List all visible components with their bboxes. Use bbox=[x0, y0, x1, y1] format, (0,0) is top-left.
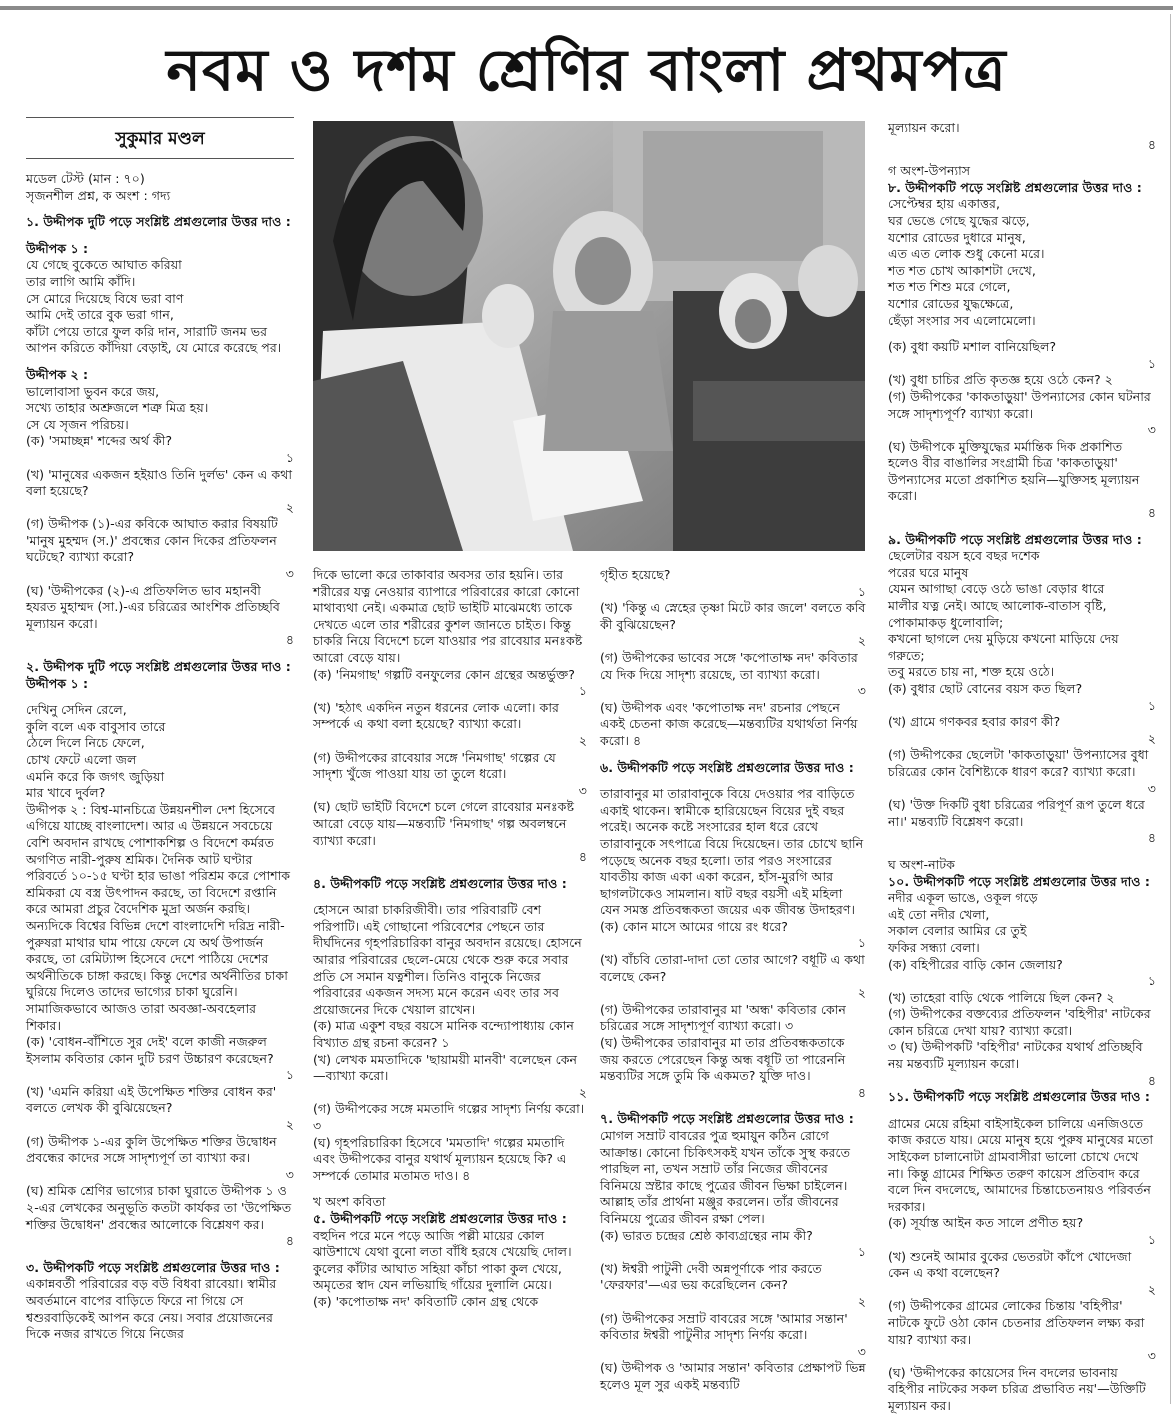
line-text: (খ) 'হঠাৎ একদিন নতুন ধরনের লোক এলো। কার সম্পর্কে এ কথা বলা হয়েছে? ব্যাখ্যা করো। bbox=[313, 699, 559, 732]
classroom-photo bbox=[313, 121, 865, 551]
marks-value: ২ bbox=[1147, 1281, 1156, 1297]
line-text: (খ) বাঁচবি তোরা-দাদা তো তোর আগে? বধূটি এ কথা বলেছে কেন? bbox=[600, 952, 865, 984]
column-4 bbox=[888, 120, 1156, 1413]
text-line bbox=[313, 1101, 587, 1134]
line-text: যেমন আগাছা বেড়ে ওঠে ভাঙা বেড়ার ধারে bbox=[888, 581, 1105, 597]
text-line bbox=[600, 700, 866, 750]
text-line bbox=[26, 1276, 294, 1342]
line-text: (ঘ) 'উদ্দীপকের (২)-এ প্রতিফলিত ভাব মহানবী হযরত মুহাম্মদ (সা.)-এর চরিত্রের আংশিক প্রতিচ্ছবি মূল্যায়ন করো। bbox=[26, 582, 280, 631]
line-text: (ঘ) গৃহপরিচারিকা হিসেবে 'মমতাদি' গল্পের মমতাদি এবং উদ্দীপকের বানুর যথার্থ মূল্যায়ন হয়েছে কি? এ সম্পর্কে তোমার মতামত দাও। ৪ bbox=[313, 1134, 567, 1183]
line-text: (ক) 'বোধন-বাঁশিতে সুর দেই' বলে কাজী নজরুল ইসলাম কবিতার কোন দুটি চরণ উচ্চারণ করেছেন? bbox=[26, 1034, 274, 1066]
marks-value: ৪ bbox=[1147, 830, 1156, 846]
line-text: (ক) 'সমাচ্ছন্ন' শব্দের অর্থ কী? bbox=[26, 433, 173, 449]
line-text: ১. উদ্দীপক দুটি পড়ে সংশ্লিষ্ট প্রশ্নগুলোর উত্তর দাও : bbox=[26, 214, 291, 230]
marks-value: ৪ bbox=[285, 1233, 294, 1249]
text-line bbox=[888, 631, 1156, 664]
marks-value: ১ bbox=[1147, 355, 1156, 371]
text-line bbox=[888, 120, 1156, 153]
text-line bbox=[888, 196, 1156, 213]
line-text: (ঘ) 'উক্ত দিকটি বুধা চরিত্রের পরিপূর্ণ রূপ তুলে ধরে না।' মন্তব্যটি বিশ্লেষণ করো। bbox=[888, 797, 1145, 829]
marks-value: ১ bbox=[857, 1244, 866, 1260]
marks-value: ৩ bbox=[285, 566, 294, 582]
text-line bbox=[26, 702, 294, 719]
marks-value: ৩ bbox=[857, 1343, 866, 1359]
text-line bbox=[26, 735, 294, 752]
line-text: (খ) 'কিন্তু এ স্নেহের তৃষ্ণা মিটে কার জলে' বলতে কবি কী বুঝিয়েছেন? bbox=[600, 600, 866, 632]
text-line bbox=[888, 246, 1156, 263]
line-text: ৪. উদ্দীপকটি পড়ে সংশ্লিষ্ট প্রশ্নগুলোর উত্তর দাও : bbox=[313, 875, 567, 891]
question-heading bbox=[888, 532, 1156, 549]
question-heading bbox=[313, 876, 587, 893]
question-heading bbox=[26, 241, 294, 258]
line-text: (গ) উদ্দীপকের তারাবানুর মা 'অন্ধ' কবিতার কোন চরিত্রের সঙ্গে সাদৃশ্যপূর্ণ ব্যাখ্যা করো। ৩ bbox=[600, 1001, 846, 1034]
line-text: সেপ্টেম্বর হায় একাত্তর, bbox=[888, 196, 1000, 212]
line-text: (ক) 'নিমগাছ' গল্পটি বনফুলের কোন গ্রন্থের অন্তর্ভুক্ত? bbox=[313, 666, 575, 682]
top-rule bbox=[0, 6, 1173, 10]
marks-value: ২ bbox=[578, 732, 587, 748]
line-text: ১১. উদ্দীপকটি পড়ে সংশ্লিষ্ট প্রশ্নগুলোর উত্তর দাও : bbox=[888, 1089, 1150, 1105]
line-text: শত শত শিশু মরে গেলে, bbox=[888, 279, 1011, 295]
text-line bbox=[600, 1128, 866, 1228]
spacer bbox=[26, 692, 294, 702]
line-text: সে যে সৃজন পরিচয়। bbox=[26, 416, 129, 432]
column-1-body bbox=[26, 171, 294, 1343]
line-text: পরের ঘরে মানুষ bbox=[888, 564, 969, 580]
text-line bbox=[600, 919, 866, 952]
column-2 bbox=[313, 567, 587, 1405]
line-text: (ঘ) শ্রমিক শ্রেণির ভাগ্যের চাকা ঘুরাতে উদ্দীপক ১ ও ২-এর লেখকের অনুভূতি কতটা কার্যকর তা 'উপেক্ষিত শক্তির উদ্বোধন' প্রবন্ধের আলোকে বিশ্লেষণ কর। bbox=[26, 1183, 292, 1232]
right-rule bbox=[1170, 14, 1171, 1404]
line-text: কুলি বলে এক বাবুসাব তারে bbox=[26, 718, 166, 734]
text-line bbox=[888, 581, 1156, 598]
line-text: (ঘ) উদ্দীপক ও 'আমার সন্তান' কবিতার প্রেক্ষাপট ভিন্ন হলেও মূল সুর একই মন্তব্যটি bbox=[600, 1360, 866, 1392]
marks-value: ৩ bbox=[578, 782, 587, 798]
line-text: আপন করিতে কাঁদিয়া বেড়াই, যে মোরে করেছে পর। bbox=[26, 340, 282, 356]
spacer bbox=[26, 649, 294, 659]
text-line bbox=[888, 163, 1156, 180]
line-text: এত এত লোক শুধু কেনো মরে। bbox=[888, 246, 1045, 262]
line-text: ঠেলে দিলে নিচে ফেলে, bbox=[26, 735, 145, 751]
line-text: (খ) ঈশ্বরী পাটুনী দেবী অন্নপূর্ণাকে পার করতে 'ফেরফার'—এর ভয় করেছিলেন কেন? bbox=[600, 1260, 822, 1293]
line-text: যে গেছে বুকেতে আঘাত করিয়া bbox=[26, 257, 182, 273]
text-line bbox=[313, 799, 587, 865]
text-line bbox=[26, 1183, 294, 1249]
line-text: তার লাগি আমি কাঁদি। bbox=[26, 273, 136, 289]
line-text: ঝাউশাখে যেথা বুনো লতা বাঁধি হরষে খেয়েছি দোল। bbox=[313, 1244, 572, 1260]
spacer bbox=[600, 1101, 866, 1111]
line-text: দেখিনু সেদিন রেলে, bbox=[26, 702, 127, 718]
text-line bbox=[888, 1006, 1156, 1039]
line-text: ৭. উদ্দীপকটি পড়ে সংশ্লিষ্ট প্রশ্নগুলোর উত্তর দাও : bbox=[600, 1111, 854, 1127]
line-text: (খ) শুনেই আমার বুকের ভেতরটা কাঁপে খোদেজা কেন এ কথা বলেছেন? bbox=[888, 1248, 1132, 1281]
spacer bbox=[313, 866, 587, 876]
text-line bbox=[600, 1360, 866, 1393]
line-text: (ক) বুধা কয়টি মশাল বানিয়েছিল? bbox=[888, 339, 1057, 355]
text-line bbox=[313, 667, 587, 700]
line-text: (গ) উদ্দীপকের রাবেয়ার সঙ্গে 'নিমগাছ' গল্পের যে সাদৃশ্য খুঁজে পাওয়া যায় তা তুলে ধরো। bbox=[313, 749, 556, 782]
line-text: গ অংশ-উপন্যাস bbox=[888, 163, 971, 179]
text-line bbox=[313, 1052, 587, 1102]
line-text: তবু মরতে চায় না, শক্ত হয়ে ওঠে। bbox=[888, 664, 1055, 680]
marks-value: ১ bbox=[1147, 973, 1156, 989]
line-text: কখনো ছাগলে দেয় মুড়িয়ে কখনো মাড়িয়ে দেয় গরুতে; bbox=[888, 631, 1119, 663]
text-line bbox=[313, 1228, 587, 1245]
line-text: মূল্যায়ন করো। bbox=[888, 120, 960, 135]
line-text: সখ্যে তাহার অশ্রুজলে শত্রু মিত্র হয়। bbox=[26, 400, 209, 416]
text-line bbox=[600, 567, 866, 600]
marks-value: ৩ bbox=[1147, 1348, 1156, 1364]
text-line bbox=[888, 313, 1156, 330]
line-text: (ক) ভারত চন্দ্রের শ্রেষ্ঠ কাব্যগ্রন্থের নাম কী? bbox=[600, 1227, 813, 1243]
text-line bbox=[313, 1135, 587, 1185]
text-line bbox=[26, 171, 294, 188]
marks-value: ১ bbox=[285, 1067, 294, 1083]
marks-value: ৩ bbox=[1147, 422, 1156, 438]
text-line bbox=[26, 433, 294, 466]
text-line bbox=[26, 1034, 294, 1084]
line-text: নদীর একূল ভাঙে, ওকূল গড়ে bbox=[888, 890, 1038, 906]
text-line bbox=[888, 664, 1156, 681]
text-line bbox=[888, 681, 1156, 714]
line-text: উদ্দীপক ১ : bbox=[26, 240, 89, 256]
question-heading bbox=[888, 1089, 1156, 1106]
text-line bbox=[888, 714, 1156, 747]
marks-value: ২ bbox=[857, 633, 866, 649]
text-line bbox=[26, 400, 294, 417]
line-text: মোগল সম্রাট বাবরের পুত্র হুমায়ুন কঠিন রোগে আক্রান্ত। কোনো চিকিৎসকই যখন তাঁকে সুস্থ করতে পারছিল না, তখন সম্রাট তাঁর নিজের জীবনের বিনিময়ে স্রষ্টার কাছে পুত্রের জীবন ভিক্ষা চাইলেন। আল্লাহ তাঁর প্রার্থনা মঞ্জুর করলেন। তাঁর জীবনের বিনিময়ে পুত্রের জীবন রক্ষা পেল। bbox=[600, 1128, 851, 1226]
text-line bbox=[26, 274, 294, 291]
text-line bbox=[313, 1244, 587, 1261]
line-text: (গ) উদ্দীপকের ভাবের সঙ্গে 'কপোতাক্ষ নদ' কবিতার যে দিক দিয়ে সাদৃশ্য রয়েছে, তা ব্যাখ্যা করো। bbox=[600, 649, 858, 682]
marks-value: ৩ bbox=[1147, 780, 1156, 796]
spacer bbox=[600, 750, 866, 760]
text-line bbox=[888, 372, 1156, 389]
text-line bbox=[888, 907, 1156, 924]
line-text: ৬. উদ্দীপকটি পড়ে সংশ্লিষ্ট প্রশ্নগুলোর উত্তর দাও : bbox=[600, 759, 854, 775]
text-line bbox=[600, 1002, 866, 1035]
marks-value: ৩ bbox=[857, 683, 866, 699]
line-text: খ অংশ কবিতা bbox=[313, 1194, 386, 1210]
line-text: মালীর যত্ন নেই। আছে আলোক-বাতাস বৃষ্টি, পোকামাকড় ধুলোবালি; bbox=[888, 598, 1107, 630]
line-text: (গ) উদ্দীপক (১)-এর কবিকে আঘাত করার বিষয়টি 'মানুষ মুহম্মদ (স.)' প্রবন্ধের কোন দিকের প্রতিফলন ঘটেছে? ব্যাখ্যা করো? bbox=[26, 516, 278, 565]
text-line bbox=[888, 598, 1156, 631]
marks-value: ১ bbox=[857, 935, 866, 951]
spacer bbox=[888, 1106, 1156, 1116]
question-heading bbox=[313, 1211, 587, 1228]
line-text: হোসনে আরা চাকরিজীবী। তার পরিবারটি বেশ পরিপাটি। এই গোছানো পরিবেশের পেছনে তার দীর্ঘদিনের গৃহপরিচারিকা বানুর অবদান রয়েছে। হোসনে আরার পরিবারের ছেলে-মেয়ে থেকে শুরু করে সবার প্রতি সে সমান যত্নশীল। তিনিও বানুকে নিজের পরিবারের একজন সদস্য মনে করেন এবং তার সব প্রয়োজনের দিকে খেয়াল রাখেন। bbox=[313, 902, 582, 1017]
line-text: গৃহীত হয়েছে? bbox=[600, 567, 671, 582]
text-line bbox=[600, 1035, 866, 1101]
marks-value: ৪ bbox=[1147, 1072, 1156, 1088]
line-text: যশোর রোডের দুধারে মানুষ, bbox=[888, 229, 1026, 245]
text-line bbox=[600, 1261, 866, 1311]
text-line bbox=[26, 467, 294, 517]
text-line bbox=[600, 1311, 866, 1361]
text-line bbox=[26, 384, 294, 401]
text-line bbox=[600, 650, 866, 700]
line-text: (গ) উদ্দীপক ১-এর কুলি উপেক্ষিত শক্তির উদ্বোধন প্রবন্ধের কাদের সঙ্গে সাদৃশ্যপূর্ণ তা ব্যাখ্যা কর। bbox=[26, 1133, 277, 1166]
line-text: মডেল টেস্ট (মান : ৭০) bbox=[26, 171, 145, 186]
line-text: (ক) বহিপীরের বাড়ি কোন জেলায়? bbox=[888, 956, 1063, 972]
line-text: (ঘ) ছোট ভাইটি বিদেশে চলে গেলে রাবেয়ার মনঃকষ্ট আরো বেড়ে যায়—মন্তব্যটি 'নিমগাছ' গল্প অবলম্বনে ব্যাখ্যা করো। bbox=[313, 799, 575, 848]
text-line bbox=[888, 797, 1156, 847]
line-text: এই তো নদীর খেলা, bbox=[888, 906, 990, 922]
line-text: (খ) তাহেরা বাড়ি থেকে পালিয়ে ছিল কেন? ২ bbox=[888, 989, 1115, 1005]
line-text: ৩ (ঘ) উদ্দীপকটি 'বহিপীর' নাটকের যথার্থ প্রতিচ্ছবি নয় মন্তব্যটি মূল্যায়ন করো। bbox=[888, 1039, 1143, 1072]
spacer bbox=[26, 1250, 294, 1260]
text-line bbox=[888, 296, 1156, 313]
marks-value: ১ bbox=[857, 583, 866, 599]
spacer bbox=[600, 776, 866, 786]
text-line bbox=[26, 324, 294, 341]
line-text: সৃজনশীল প্রশ্ন, ক অংশ : গদ্য bbox=[26, 187, 171, 203]
text-line bbox=[600, 600, 866, 650]
spacer bbox=[888, 522, 1156, 532]
marks-value: ৪ bbox=[578, 849, 587, 865]
marks-value: ২ bbox=[857, 1293, 866, 1309]
line-text: (ঘ) উদ্দীপকে মুক্তিযুদ্ধের মর্মান্তিক দিক প্রকাশিত হলেও বীর বাঙালির সংগ্রামী চিত্র 'কাকতাড়ুয়া' উপন্যাসের মতো প্রকাশিত হয়নি—যুক্তিসহ মূল্যায়ন করো। bbox=[888, 438, 1140, 504]
text-line bbox=[26, 802, 294, 1034]
text-line bbox=[888, 213, 1156, 230]
text-line bbox=[888, 990, 1156, 1007]
line-text: আমি দেই তারে বুক ভরা গান, bbox=[26, 307, 174, 323]
spacer bbox=[888, 153, 1156, 163]
line-text: (খ) লেখক মমতাদিকে 'ছায়াময়ী মানবী' বলেছেন কেন—ব্যাখ্যা করো। bbox=[313, 1051, 578, 1084]
text-line bbox=[313, 700, 587, 750]
line-text: (ক) সূর্যাস্ত আইন কত সালে প্রণীত হয়? bbox=[888, 1215, 1084, 1231]
text-line bbox=[888, 279, 1156, 296]
line-text: সকাল বেলার আমির রে তুই bbox=[888, 923, 1027, 939]
text-line bbox=[313, 1294, 587, 1311]
line-text: কুলের কাঁটার আঘাত সহিয়া কাঁচা পাকা কুল খেয়ে, অমৃতের স্বাদ যেন লভিয়াছি গাঁয়ের দুলালি মেয়ে। bbox=[313, 1260, 562, 1293]
line-text: কাঁটা পেয়ে তারে ফুল করি দান, সারাটি জনম ভর bbox=[26, 323, 268, 339]
text-line bbox=[888, 890, 1156, 907]
text-line bbox=[313, 902, 587, 1018]
marks-value: ১ bbox=[1147, 1232, 1156, 1247]
line-text: ছেঁড়া সংসার সব এলোমেলো। bbox=[888, 312, 1036, 328]
text-line bbox=[26, 583, 294, 649]
text-line bbox=[888, 263, 1156, 280]
question-heading bbox=[26, 214, 294, 231]
question-heading bbox=[888, 874, 1156, 891]
line-text: (ঘ) উদ্দীপকের তারাবানুর মা তার প্রতিবন্ধকতাকে জয় করতে পেরেছেন কিন্তু অন্ধ বধূটি তা পারেননি মন্তব্যটির সঙ্গে তুমি কি একমত? যুক্তি দাও। bbox=[600, 1035, 846, 1084]
text-line bbox=[888, 857, 1156, 874]
marks-value: ৩ bbox=[285, 1166, 294, 1182]
line-text: (গ) উদ্দীপকের সম্রাট বাবরের সঙ্গে 'আমার সন্তান' কবিতার ঈশ্বরী পাটুনীর সাদৃশ্য নির্ণয় করো। bbox=[600, 1310, 848, 1343]
text-line bbox=[600, 1228, 866, 1261]
spacer bbox=[26, 204, 294, 214]
line-text: একান্নবর্তী পরিবারের বড় বউ বিধবা রাবেয়া। স্বামীর অবর্তমানে বাপের বাড়িতে ফিরে না গিয়ে সে শ্বশুরবাড়িকেই আপন করে নেয়। সবার প্রয়োজনের দিকে নজর রাখতে গিয়ে নিজের bbox=[26, 1276, 277, 1342]
marks-value: ২ bbox=[285, 1117, 294, 1133]
line-text: (ঘ) 'উদ্দীপকের কায়েসের দিন বদলের ভাবনায় বহিপীর নাটকের সকল চরিত্র প্রভাবিত নয়'—উক্তিটি মূল্যায়ন কর। bbox=[888, 1364, 1146, 1413]
text-line bbox=[888, 439, 1156, 522]
spacer bbox=[313, 892, 587, 902]
question-heading bbox=[888, 180, 1156, 197]
question-heading bbox=[26, 367, 294, 384]
text-line bbox=[888, 747, 1156, 797]
text-line bbox=[26, 769, 294, 786]
spacer bbox=[26, 231, 294, 241]
text-line bbox=[26, 257, 294, 274]
line-text: (গ) উদ্দীপকের ছেলেটা 'কাকতাড়ুয়া' উপন্যাসের বুধা চরিত্রের কোন বৈশিষ্ট্যকে ধারণ করে? ব্যাখ্যা করো। bbox=[888, 747, 1149, 779]
line-text: (খ) গ্রামে গণকবর হবার কারণ কী? bbox=[888, 714, 1061, 730]
text-line bbox=[888, 339, 1156, 372]
line-text: যশোর রোডের যুদ্ধক্ষেত্রে, bbox=[888, 295, 1014, 311]
text-line bbox=[888, 1116, 1156, 1216]
marks-value: ১ bbox=[1147, 697, 1156, 713]
text-line bbox=[888, 1215, 1156, 1248]
text-line bbox=[888, 230, 1156, 247]
marks-value: ৪ bbox=[285, 632, 294, 648]
line-text: (খ) 'মানুষের একজন হইয়াও তিনি দুর্লভ' কেন এ কথা বলা হয়েছে? bbox=[26, 466, 293, 499]
text-line bbox=[26, 340, 294, 357]
text-line bbox=[888, 565, 1156, 582]
line-text: ৯. উদ্দীপকটি পড়ে সংশ্লিষ্ট প্রশ্নগুলোর উত্তর দাও : bbox=[888, 531, 1142, 547]
line-text: ৩. উদ্দীপকটি পড়ে সংশ্লিষ্ট প্রশ্নগুলোর উত্তর দাও : bbox=[26, 1259, 280, 1275]
question-heading bbox=[26, 659, 294, 692]
line-text: (ক) বুধার ছোট বোনের বয়স কত ছিল? bbox=[888, 681, 1083, 696]
spacer bbox=[888, 847, 1156, 857]
text-line bbox=[26, 516, 294, 582]
line-text: (খ) বুধা চাচির প্রতি কৃতজ্ঞ হয়ে ওঠে কেন? ২ bbox=[888, 372, 1113, 388]
text-line bbox=[26, 188, 294, 205]
text-line bbox=[26, 291, 294, 308]
spacer bbox=[313, 1184, 587, 1194]
text-line bbox=[313, 567, 587, 667]
spacer bbox=[26, 357, 294, 367]
text-line bbox=[888, 940, 1156, 957]
line-text: (ঘ) উদ্দীপক এবং 'কপোতাক্ষ নদ' রচনার পেছনে একই চেতনা কাজ করেছে—মন্তব্যটির যথার্থতা নির্ণয় করো। ৪ bbox=[600, 699, 858, 748]
line-text: তারাবানুর মা তারাবানুকে বিয়ে দেওয়ার পর বাড়িতে একাই থাকেন। স্বামীকে হারিয়েছেন বিয়ের দুই বছর পরেই। অনেক কষ্টে সংসারের হাল ধরে রেখে তারাবানুকে সৎপাত্রে বিয়ে দিয়েছেন। তার চোখে ছানি পড়েছে অনেক বছর হলো। তার পরও সংসারের যাবতীয় কাজ একা একা করেন, হাঁস-মুরগি আর ছাগলটাকেও সামলান। ষাট বছর বয়সী এই মহিলা যেন সমস্ত প্রতিবন্ধকতা জয়ের এক জীবন্ত উদাহরণ। bbox=[600, 786, 864, 918]
line-text: সে মোরে দিয়েছে বিষে ভরা বাণ bbox=[26, 290, 184, 306]
text-line bbox=[313, 1194, 587, 1211]
text-line bbox=[888, 1298, 1156, 1364]
text-line bbox=[888, 957, 1156, 990]
line-text: ২. উদ্দীপক দুটি পড়ে সংশ্লিষ্ট প্রশ্নগুলোর উত্তর দাও : উদ্দীপক ১ : bbox=[26, 659, 291, 691]
line-text: (ক) কোন মাসে আমের গায়ে রং ধরে? bbox=[600, 918, 788, 934]
text-line bbox=[26, 785, 294, 802]
line-text: ঘ অংশ-নাটক bbox=[888, 856, 955, 872]
line-text: ভালোবাসা ভুবন করে জয়, bbox=[26, 383, 160, 399]
line-text: এমনি করে কি জগৎ জুড়িয়া bbox=[26, 768, 165, 784]
marks-value: ২ bbox=[285, 499, 294, 515]
text-line bbox=[26, 417, 294, 434]
marks-value: ১ bbox=[578, 683, 587, 699]
line-text: শত শত চোখ আকাশটা দেখে, bbox=[888, 262, 1036, 278]
text-line bbox=[888, 1039, 1156, 1089]
text-line bbox=[888, 1365, 1156, 1415]
author-byline: সুকুমার মণ্ডল bbox=[26, 117, 294, 159]
text-line bbox=[313, 750, 587, 800]
line-text: (গ) উদ্দীপকের বক্তব্যের প্রতিফলন 'বহিপীর' নাটকের কোন চরিত্রে দেখা যায়? ব্যাখ্যা করো। bbox=[888, 1006, 1151, 1038]
line-text: (গ) উদ্দীপকের সঙ্গে মমতাদি গল্পের সাদৃশ্য নির্ণয় করো। ৩ bbox=[313, 1101, 585, 1133]
line-text: ৫. উদ্দীপকটি পড়ে সংশ্লিষ্ট প্রশ্নগুলোর উত্তর দাও : bbox=[313, 1210, 567, 1226]
line-text: বহুদিন পরে মনে পড়ে আজি পল্লী মায়ের কোল bbox=[313, 1227, 545, 1243]
line-text: ৮. উদ্দীপকটি পড়ে সংশ্লিষ্ট প্রশ্নগুলোর উত্তর দাও : bbox=[888, 179, 1142, 195]
spacer bbox=[888, 329, 1156, 339]
page-headline: নবম ও দশম শ্রেণির বাংলা প্রথমপত্র bbox=[166, 36, 1007, 104]
line-text: ছেলেটার বয়স হবে বছর দশেক bbox=[888, 548, 1040, 564]
line-text: দিকে ভালো করে তাকাবার অবসর তার হয়নি। তার শরীরের যত্ন নেওয়ার ব্যাপারে পরিবারের কারো কোনো মাথাব্যথা নেই। একমাত্র ছোট ভাইটি মাঝেমধ্যে তাকে দেখতে এলে তার শরীরের কুশল জানতে চাইত। কিন্তু চাকরি নিয়ে বিদেশে চলে যাওয়ার পর রাবেয়ার মনঃকষ্ট আরো বেড়ে যায়। bbox=[313, 567, 583, 665]
text-line bbox=[888, 548, 1156, 565]
line-text: (ক) 'কপোতাক্ষ নদ' কবিতাটি কোন গ্রন্থ থেকে bbox=[313, 1293, 539, 1309]
line-text: (খ) 'এমনি করিয়া এই উপেক্ষিত শক্তির বোধন কর' বলতে লেখক কী বুঝিয়েছেন? bbox=[26, 1083, 277, 1116]
marks-value: ৪ bbox=[1147, 505, 1156, 521]
text-line bbox=[26, 1134, 294, 1184]
column-1 bbox=[26, 117, 294, 1405]
line-text: মার খাবে দুর্বল? bbox=[26, 785, 106, 801]
line-text: চোখ ফেটে এলো জল bbox=[26, 752, 137, 767]
text-line bbox=[600, 952, 866, 1002]
marks-value: ৪ bbox=[857, 1084, 866, 1100]
text-line bbox=[888, 389, 1156, 439]
marks-value: ১ bbox=[285, 449, 294, 465]
question-heading bbox=[26, 1260, 294, 1277]
column-3 bbox=[600, 567, 866, 1405]
question-heading bbox=[600, 760, 866, 777]
line-text: উদ্দীপক ২ : bbox=[26, 366, 89, 382]
text-line bbox=[313, 1018, 587, 1051]
line-text: (গ) উদ্দীপকের 'কাকতাড়ুয়া' উপন্যাসের কোন ঘটনার সঙ্গে সাদৃশ্যপূর্ণ? ব্যাখ্যা করো। bbox=[888, 388, 1151, 421]
line-text: ঘর ভেঙে গেছে যুদ্ধের ঝড়ে, bbox=[888, 212, 1030, 228]
line-text: গ্রামের মেয়ে রহিমা বাইসাইকেল চালিয়ে এনজিওতে কাজ করতে যায়। মেয়ে মানুষ হয়ে পুরুষ মানুষের মতো সাইকেল চালানোটা গ্রামবাসীরা ভালো চোখে দেখে না। কিন্তু গ্রামের শিক্ষিত তরুণ কায়েস প্রতিবাদ করে বলে দিন বদলেছে, আমাদের চিন্তাচেতনায়ও পরিবর্তন দরকার। bbox=[888, 1115, 1154, 1214]
text-line bbox=[888, 1249, 1156, 1299]
text-line bbox=[888, 923, 1156, 940]
text-line bbox=[600, 786, 866, 919]
text-line bbox=[26, 752, 294, 769]
line-text: উদ্দীপক ২ : বিশ্ব-মানচিত্রে উন্নয়নশীল দেশ হিসেবে এগিয়ে যাচ্ছে বাংলাদেশ। আর এ উন্নয়নে সবচেয়ে বেশি অবদান রাখছে পোশাকশিল্প ও বিদেশে কর্মরত অগণিত নারী-পুরুষ শ্রমিক। দৈনিক আট ঘণ্টার পরিবর্তে ১০-১৫ ঘণ্টা হার ভাঙা পরিশ্রম করে পোশাক শ্রমিকরা যে বস্ত্র উৎপাদন করছে, তা বিদেশে রপ্তানি করে আমরা প্রচুর বৈদেশিক মুদ্রা অর্জন করছি। অন্যদিকে বিশ্বের বিভিন্ন দেশে বাংলাদেশি দরিদ্র নারী-পুরুষরা মাথার ঘাম পায়ে ফেলে যে অর্থ উপার্জন করছে, তা রেমিট্যান্স হিসেবে দেশে পাঠিয়ে দেশের অর্থনীতিকে চাঙ্গা করছে। কিন্তু দেশের অর্থনীতির চাকা ঘুরিয়ে দিলেও তাদের ভাগ্যের চাকা ঘুরেনি। সামাজিকভাবে আজও তারা অবজ্ঞা-অবহেলার শিকার। bbox=[26, 801, 291, 1033]
marks-value: ২ bbox=[578, 1084, 587, 1100]
text-line bbox=[26, 1084, 294, 1134]
marks-value: ২ bbox=[857, 985, 866, 1001]
line-text: (গ) উদ্দীপকের গ্রামের লোকের চিন্তায় 'বহিপীর' নাটকে ফুটে ওঠা কোন চেতনার প্রতিফলন লক্ষ্য করা যায়? ব্যাখ্যা কর। bbox=[888, 1298, 1145, 1347]
line-text: (ক) মাত্র একুশ বছর বয়সে মানিক বন্দ্যোপাধ্যায় কোন বিখ্যাত গ্রন্থ রচনা করেন? ১ bbox=[313, 1018, 574, 1051]
line-text: ফকির সন্ধ্যা বেলা। bbox=[888, 939, 980, 955]
marks-value: ২ bbox=[1147, 730, 1156, 746]
line-text: ১০. উদ্দীপকটি পড়ে সংশ্লিষ্ট প্রশ্নগুলোর উত্তর দাও : bbox=[888, 873, 1150, 889]
text-line bbox=[26, 719, 294, 736]
marks-value: ৪ bbox=[1147, 136, 1156, 152]
text-line bbox=[313, 1261, 587, 1294]
text-line bbox=[26, 307, 294, 324]
question-heading bbox=[600, 1111, 866, 1128]
